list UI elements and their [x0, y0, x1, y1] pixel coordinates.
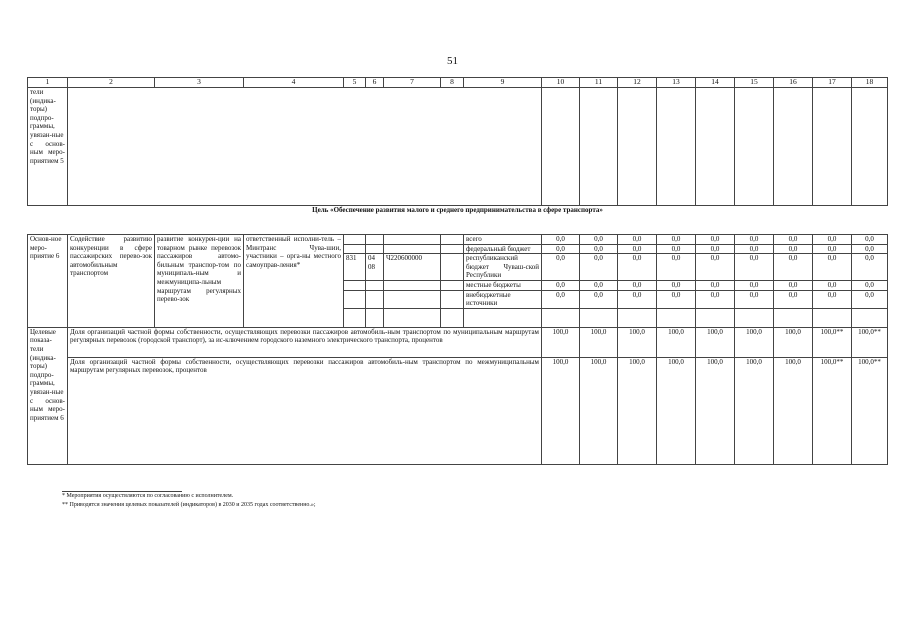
value-cell: 0,0 — [774, 254, 813, 281]
measure-goal: развитие конкурен-ции на товарном рынке перевозок пассажиров автомо-бильным транспор-том по муниципаль-ным и межмуниципа-льным маршрутам регулярных перево-зок — [155, 235, 244, 328]
indicator-text: Доля организаций частной формы собственности, осуществляющих перевозки пассажиров автомобиль-ным транспортом по межмуниципальным маршрутам регулярных перевозок, процентов — [68, 357, 542, 464]
value-cell: 0,0 — [735, 235, 774, 245]
value-cell: 0,0 — [813, 235, 852, 245]
header-cell: 4 — [244, 78, 344, 88]
value-cell: 0,0 — [657, 235, 696, 245]
value-cell: 0,0 — [542, 244, 580, 254]
goal-title: Цель «Обеспечение развития малого и среднего предпринимательства в сфере транспорта» — [312, 206, 603, 214]
measure-title: Содействие развитию конкуренции в сфере пассажирских перево-зок автомобильным транспортом — [68, 235, 155, 328]
value-cell: 0,0 — [580, 235, 618, 245]
header-cell: 10 — [542, 78, 580, 88]
header-cell: 12 — [618, 78, 657, 88]
value-cell: 0,0 — [774, 235, 813, 245]
indicator-label-6: Целевые показа-тели (индика-торы) подпро-граммы, увязан-ные с основ-ным меро-приятием 6 — [28, 327, 68, 464]
value-cell: 100,0 — [657, 357, 696, 464]
value-cell: 100,0 — [657, 327, 696, 357]
funding-source: внебюджетные источники — [464, 290, 542, 308]
value-cell: 0,0 — [852, 290, 888, 308]
indicator-label-5: тели (индика-торы) подпро-граммы, увязан-ные с основ-ным меро-приятием 5 — [28, 88, 68, 206]
value-cell: 0,0 — [696, 235, 735, 245]
value-cell: 100,0 — [735, 327, 774, 357]
value-cell: 0,0 — [657, 244, 696, 254]
value-cell: 0,0 — [774, 280, 813, 290]
value-cell: 0,0 — [735, 244, 774, 254]
value-cell: 0,0 — [618, 244, 657, 254]
value-cell: 0,0 — [813, 290, 852, 308]
value-cell: 0,0 — [813, 254, 852, 281]
value-cell: 100,0 — [542, 327, 580, 357]
header-cell: 5 — [344, 78, 366, 88]
value-cell: 0,0 — [580, 290, 618, 308]
indicator-text: Доля организаций частной формы собственности, осуществляющих перевозки пассажиров автомобиль-ным транспортом по муниципальным маршрутам регулярных перевозок (городской транспорт), за ис-ключением городского наземного электрического транспорта, процентов — [68, 327, 542, 357]
table-row — [28, 357, 888, 464]
header-cell: 7 — [384, 78, 441, 88]
value-cell: 0,0 — [580, 244, 618, 254]
value-cell: 100,0 — [618, 357, 657, 464]
value-cell: 0,0 — [657, 290, 696, 308]
value-cell: 0,0 — [657, 280, 696, 290]
value-cell: 0,0 — [852, 280, 888, 290]
header-cell: 1 — [28, 78, 68, 88]
value-cell: 100,0 — [580, 327, 618, 357]
value-cell: 100,0 — [774, 327, 813, 357]
funding-source: местные бюджеты — [464, 280, 542, 290]
program-table — [27, 77, 888, 465]
value-cell: 0,0 — [774, 244, 813, 254]
value-cell: 0,0 — [813, 244, 852, 254]
value-cell: 100,0 — [774, 357, 813, 464]
table-row — [28, 235, 888, 245]
value-cell: 100,0 — [696, 357, 735, 464]
goal-row — [28, 206, 888, 235]
value-cell: 0,0 — [735, 254, 774, 281]
section-code: 04 08 — [366, 254, 384, 281]
value-cell: 0,0 — [735, 280, 774, 290]
value-cell: 0,0 — [618, 280, 657, 290]
header-cell: 13 — [657, 78, 696, 88]
value-cell: 100,0** — [813, 357, 852, 464]
measure-number: Основ-ное меро-приятие 6 — [28, 235, 68, 328]
value-cell: 0,0 — [580, 254, 618, 281]
header-cell: 2 — [68, 78, 155, 88]
header-cell: 11 — [580, 78, 618, 88]
value-cell: 100,0 — [696, 327, 735, 357]
header-cell: 15 — [735, 78, 774, 88]
value-cell: 100,0 — [542, 357, 580, 464]
value-cell: 0,0 — [696, 254, 735, 281]
header-cell: 14 — [696, 78, 735, 88]
value-cell: 0,0 — [852, 254, 888, 281]
value-cell: 0,0 — [813, 280, 852, 290]
header-cell: 6 — [366, 78, 384, 88]
value-cell: 0,0 — [696, 280, 735, 290]
value-cell: 0,0 — [542, 290, 580, 308]
page-number: 51 — [447, 55, 458, 67]
header-cell: 18 — [852, 78, 888, 88]
grbs-code: 831 — [344, 254, 366, 281]
funding-source: республиканский бюджет Чуваш-ской Республики — [464, 254, 542, 281]
table-row — [28, 327, 888, 357]
table-row — [28, 88, 888, 206]
header-cell: 9 — [464, 78, 542, 88]
value-cell: 0,0 — [735, 290, 774, 308]
value-cell: 0,0 — [774, 290, 813, 308]
value-cell: 0,0 — [852, 244, 888, 254]
value-cell: 100,0 — [735, 357, 774, 464]
measure-executor: ответственный исполни-тель – Минтранс Чува-шии, участники – орга-ны местного самоуправ-ления* — [244, 235, 344, 328]
value-cell: 100,0 — [580, 357, 618, 464]
header-cell: 8 — [441, 78, 464, 88]
value-cell: 0,0 — [657, 254, 696, 281]
value-cell: 0,0 — [542, 280, 580, 290]
value-cell: 0,0 — [618, 290, 657, 308]
funding-source: федеральный бюджет — [464, 244, 542, 254]
value-cell: 0,0 — [696, 244, 735, 254]
header-cell: 17 — [813, 78, 852, 88]
value-cell: 0,0 — [618, 235, 657, 245]
value-cell: 0,0 — [580, 280, 618, 290]
header-cell: 16 — [774, 78, 813, 88]
target-code: Ч220600000 — [384, 254, 441, 281]
value-cell: 0,0 — [618, 254, 657, 281]
value-cell: 100,0** — [852, 327, 888, 357]
value-cell: 0,0 — [542, 254, 580, 281]
value-cell: 100,0 — [618, 327, 657, 357]
footnote-divider — [62, 491, 182, 492]
value-cell: 0,0 — [696, 290, 735, 308]
footnote: * Мероприятия осуществляются по согласованию с исполнителем. — [62, 493, 234, 499]
value-cell: 100,0** — [852, 357, 888, 464]
value-cell: 0,0 — [852, 235, 888, 245]
header-row — [28, 78, 888, 88]
footnote: ** Приводятся значения целевых показателей (индикаторов) в 2030 и 2035 годах соответственно.»; — [62, 502, 316, 508]
value-cell: 0,0 — [542, 235, 580, 245]
header-cell: 3 — [155, 78, 244, 88]
value-cell: 100,0** — [813, 327, 852, 357]
funding-source: всего — [464, 235, 542, 245]
